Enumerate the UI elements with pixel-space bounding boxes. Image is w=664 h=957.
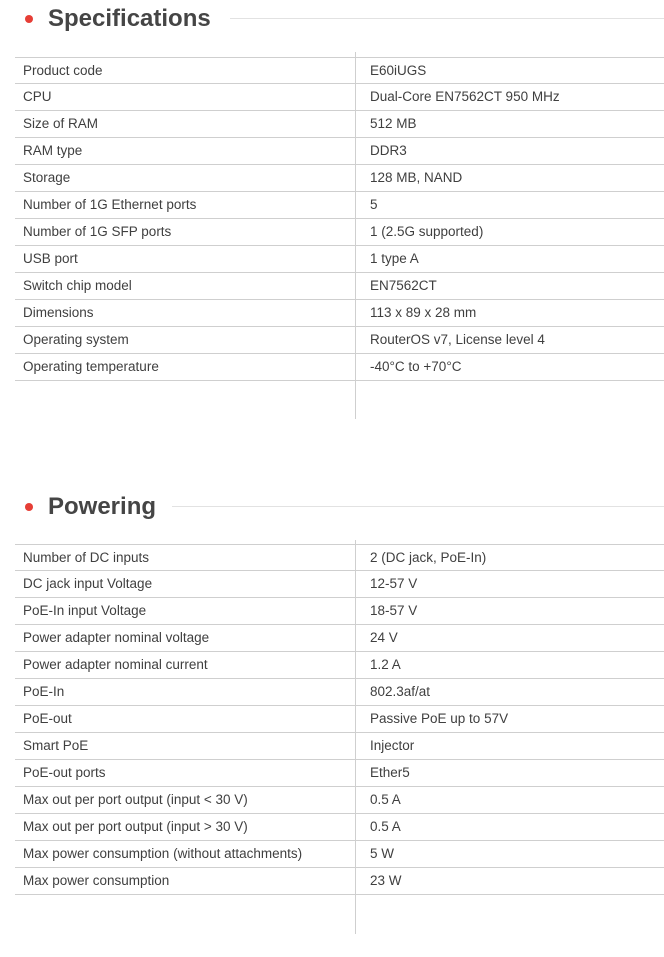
table-row [15, 327, 664, 354]
table-row [15, 57, 664, 84]
row-label: Power adapter nominal voltage [23, 630, 210, 645]
row-label: Smart PoE [23, 738, 89, 753]
table-row [15, 246, 664, 273]
table-row [15, 571, 664, 598]
table-row [15, 679, 664, 706]
table-row [15, 868, 664, 895]
row-label: Operating temperature [23, 359, 159, 374]
row-value: Dual-Core EN7562CT 950 MHz [370, 89, 560, 104]
row-value: 12-57 V [370, 576, 418, 591]
row-label: PoE-In [23, 684, 65, 699]
row-label: PoE-out [23, 711, 72, 726]
heading-rule [230, 18, 664, 19]
row-value: 802.3af/at [370, 684, 431, 699]
row-label: Max power consumption (without attachments) [23, 846, 303, 861]
heading-rule [172, 506, 664, 507]
table-row [15, 300, 664, 327]
row-label: DC jack input Voltage [23, 576, 153, 591]
row-value: Ether5 [370, 765, 410, 780]
row-value: EN7562CT [370, 278, 437, 293]
specifications-heading [0, 0, 664, 40]
row-label: CPU [23, 89, 52, 104]
row-value: 0.5 A [370, 792, 401, 807]
row-label: USB port [23, 251, 78, 266]
table-row [15, 111, 664, 138]
table-row [15, 354, 664, 381]
powering-section [0, 488, 664, 888]
row-value: 1 (2.5G supported) [370, 224, 484, 239]
table-row [15, 544, 664, 571]
row-label: Number of 1G Ethernet ports [23, 197, 197, 212]
powering-heading [0, 488, 664, 528]
row-label: Storage [23, 170, 71, 185]
row-value: 128 MB, NAND [370, 170, 463, 185]
row-label: Number of 1G SFP ports [23, 224, 172, 239]
table-row [15, 706, 664, 733]
table-row [15, 760, 664, 787]
row-value: 5 W [370, 846, 395, 861]
row-label: Switch chip model [23, 278, 132, 293]
table-row [15, 273, 664, 300]
table-row [15, 598, 664, 625]
section-title: Specifications [48, 5, 223, 33]
table-row [15, 814, 664, 841]
table-row [15, 625, 664, 652]
table-row [15, 733, 664, 760]
row-value: Injector [370, 738, 415, 753]
table-row [15, 165, 664, 192]
row-value: Passive PoE up to 57V [370, 711, 509, 726]
row-label: Max power consumption [23, 873, 170, 888]
row-label: PoE-out ports [23, 765, 106, 780]
row-value: 24 V [370, 630, 398, 645]
row-label: RAM type [23, 143, 83, 158]
row-label: Max out per port output (input > 30 V) [23, 819, 248, 834]
row-value: RouterOS v7, License level 4 [370, 332, 545, 347]
row-label: Max out per port output (input < 30 V) [23, 792, 248, 807]
row-value: 1.2 A [370, 657, 401, 672]
row-value: E60iUGS [370, 63, 427, 78]
table-row [15, 219, 664, 246]
row-value: 113 x 89 x 28 mm [370, 305, 477, 320]
section-title: Powering [48, 493, 168, 521]
row-value: 18-57 V [370, 603, 418, 618]
row-label: Power adapter nominal current [23, 657, 208, 672]
table-row [15, 652, 664, 679]
row-label: Size of RAM [23, 116, 99, 131]
row-value: 23 W [370, 873, 402, 888]
row-value: 2 (DC jack, PoE-In) [370, 550, 487, 565]
row-label: Product code [23, 63, 103, 78]
row-value: 5 [370, 197, 378, 212]
row-label: Dimensions [23, 305, 94, 320]
row-label: Number of DC inputs [23, 550, 150, 565]
row-value: 1 type A [370, 251, 419, 266]
table-row [15, 84, 664, 111]
table-row [15, 841, 664, 868]
bullet-icon [25, 15, 33, 23]
row-value: 0.5 A [370, 819, 401, 834]
table-row [15, 787, 664, 814]
table-row [15, 192, 664, 219]
specifications-section [0, 0, 664, 374]
row-value: DDR3 [370, 143, 407, 158]
table-row [15, 138, 664, 165]
bullet-icon [25, 503, 33, 511]
row-value: -40°C to +70°C [370, 359, 462, 374]
row-label: PoE-In input Voltage [23, 603, 147, 618]
row-label: Operating system [23, 332, 129, 347]
row-value: 512 MB [370, 116, 417, 131]
